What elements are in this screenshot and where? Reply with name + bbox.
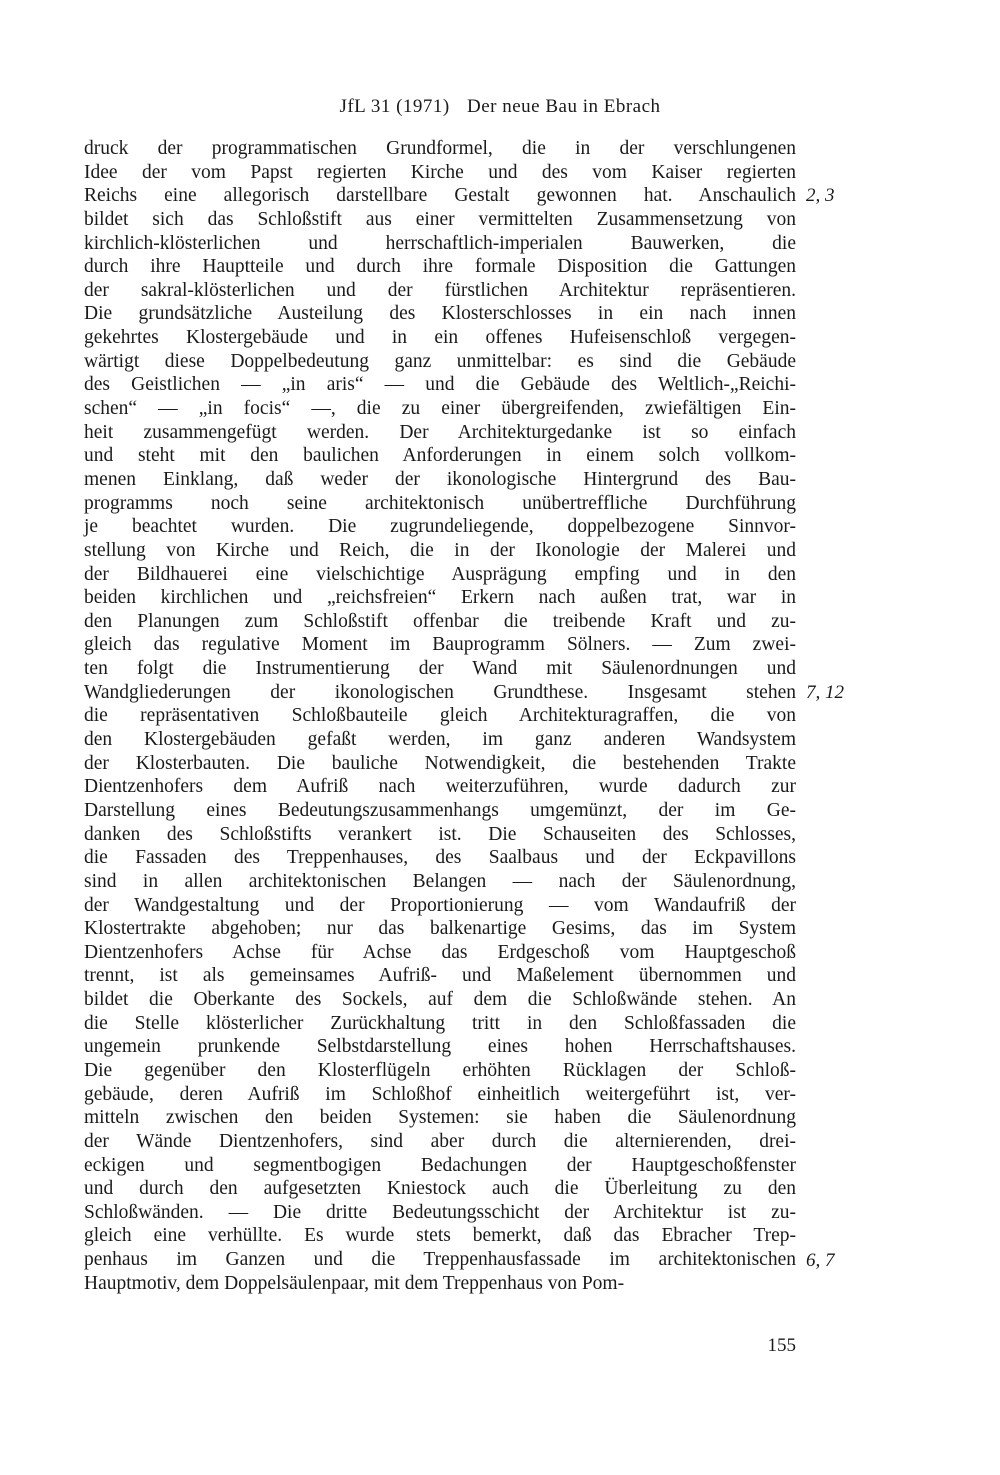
text-line: Reichs eine allegorisch darstellbare Gestalt gewonnen hat. Anschaulich — [84, 185, 796, 207]
text-line: den Klostergebäuden gefaßt werden, im ganz anderen Wandsystem — [84, 729, 796, 751]
text-line: trennt, ist als gemeinsames Aufriß- und Maßelement übernommen und — [84, 965, 796, 987]
text-line: den Planungen zum Schloßstift offenbar die treibende Kraft und zu- — [84, 610, 796, 632]
text-line: und steht mit den baulichen Anforderungen in einem solch vollkom- — [84, 445, 796, 467]
margin-figure-reference: 2, 3 — [806, 185, 835, 207]
text-line: je beachtet wurden. Die zugrundeliegende, doppelbezogene Sinnvor- — [84, 516, 796, 538]
text-line: Klostertrakte abgehoben; nur das balkenartige Gesims, das im System — [84, 918, 796, 940]
page-number: 155 — [767, 1335, 796, 1356]
text-line: ungemein prunkende Selbstdarstellung eines hohen Herrschaftshauses. — [84, 1036, 796, 1058]
text-line: druck der programmatischen Grundformel, die in der verschlungenen — [84, 138, 796, 159]
text-line: stellung von Kirche und Reich, die in der Ikonologie der Malerei und — [84, 539, 796, 561]
text-line: die repräsentativen Schloßbauteile gleich Architekturagraffen, die von — [84, 705, 796, 727]
running-head — [0, 96, 1000, 118]
text-line: der sakral-klösterlichen und der fürstlichen Architektur repräsentieren. — [84, 279, 796, 301]
text-line: Dientzenhofers dem Aufriß nach weiterzuführen, wurde dadurch zur — [84, 776, 796, 798]
text-line: Wandgliederungen der ikonologischen Grundthese. Insgesamt stehen — [84, 681, 796, 703]
text-line: menen Einklang, daß weder der ikonologische Hintergrund des Bau- — [84, 468, 796, 490]
text-line: kirchlich-klösterlichen und herrschaftlich-imperialen Bauwerken, die — [84, 232, 796, 254]
text-line: heit zusammengefügt werden. Der Architekturgedanke ist so einfach — [84, 421, 796, 443]
text-line: Darstellung eines Bedeutungszusammenhangs umgemünzt, der im Ge- — [84, 799, 796, 821]
text-line: gekehrtes Klostergebäude und in ein offenes Hufeisenschloß vergegen- — [84, 327, 796, 349]
text-line: durch ihre Hauptteile und durch ihre formale Disposition die Gattungen — [84, 256, 796, 278]
text-line: des Geistlichen — „in aris“ — und die Gebäude des Weltlich-„Reichi- — [84, 374, 796, 396]
text-line: Dientzenhofers Achse für Achse das Erdgeschoß vom Hauptgeschoß — [84, 941, 796, 963]
text-line: und durch den aufgesetzten Kniestock auch die Überleitung zu den — [84, 1178, 796, 1200]
text-line: die Stelle klösterlicher Zurückhaltung tritt in den Schloßfassaden die — [84, 1012, 796, 1034]
text-line: die Fassaden des Treppenhauses, des Saalbaus und der Eckpavillons — [84, 847, 796, 869]
text-line: bildet sich das Schloßstift aus einer vermittelten Zusammensetzung von — [84, 208, 796, 230]
text-line: eckigen und segmentbogigen Bedachungen der Hauptgeschoßfenster — [84, 1154, 796, 1176]
text-line: der Wände Dientzenhofers, sind aber durch die alternierenden, drei- — [84, 1130, 796, 1152]
text-line: der Bildhauerei eine vielschichtige Ausprägung empfing und in den — [84, 563, 796, 585]
text-line: Hauptmotiv, dem Doppelsäulenpaar, mit dem Treppenhaus von Pom- — [84, 1272, 625, 1294]
journal-reference: JfL 31 (1971) — [339, 96, 450, 117]
margin-figure-reference: 7, 12 — [806, 681, 844, 703]
text-line: Idee der vom Papst regierten Kirche und des vom Kaiser regierten — [84, 161, 796, 183]
body-text — [84, 137, 796, 1295]
text-line: penhaus im Ganzen und die Treppenhausfassade im architektonischen — [84, 1249, 796, 1271]
running-title: Der neue Bau in Ebrach — [466, 96, 661, 117]
text-line: sind in allen architektonischen Belangen — nach der Säulenordnung, — [84, 870, 796, 892]
text-line: wärtigt diese Doppelbedeutung ganz unmittelbar: es sind die Gebäude — [84, 350, 796, 372]
text-line: schen“ — „in focis“ —, die zu einer übergreifenden, zwiefältigen Ein- — [84, 398, 796, 420]
text-line: Schloßwänden. — Die dritte Bedeutungsschicht der Architektur ist zu- — [84, 1201, 796, 1223]
text-line: danken des Schloßstifts verankert ist. Die Schauseiten des Schlosses, — [84, 823, 796, 845]
text-line: Die grundsätzliche Austeilung des Klosterschlosses in ein nach innen — [84, 303, 796, 325]
text-line: Die gegenüber den Klosterflügeln erhöhten Rücklagen der Schloß- — [84, 1059, 796, 1081]
margin-figure-reference: 6, 7 — [806, 1249, 835, 1271]
text-line: gebäude, deren Aufriß im Schloßhof einheitlich weitergeführt ist, ver- — [84, 1083, 796, 1105]
text-line: mitteln zwischen den beiden Systemen: sie haben die Säulenordnung — [84, 1107, 796, 1129]
text-line: gleich das regulative Moment im Bauprogramm Sölners. — Zum zwei- — [84, 634, 796, 656]
text-line: programms noch seine architektonisch unübertreffliche Durchführung — [84, 492, 796, 514]
text-line: der Klosterbauten. Die bauliche Notwendigkeit, die bestehenden Trakte — [84, 752, 796, 774]
text-line: ten folgt die Instrumentierung der Wand mit Säulenordnungen und — [84, 658, 796, 680]
text-line: beiden kirchlichen und „reichsfreien“ Erkern nach außen trat, war in — [84, 587, 796, 609]
text-line: bildet die Oberkante des Sockels, auf dem die Schloßwände stehen. An — [84, 989, 796, 1011]
text-line: gleich eine verhüllte. Es wurde stets bemerkt, daß das Ebracher Trep- — [84, 1225, 796, 1247]
text-line: der Wandgestaltung und der Proportionierung — vom Wandaufriß der — [84, 894, 796, 916]
